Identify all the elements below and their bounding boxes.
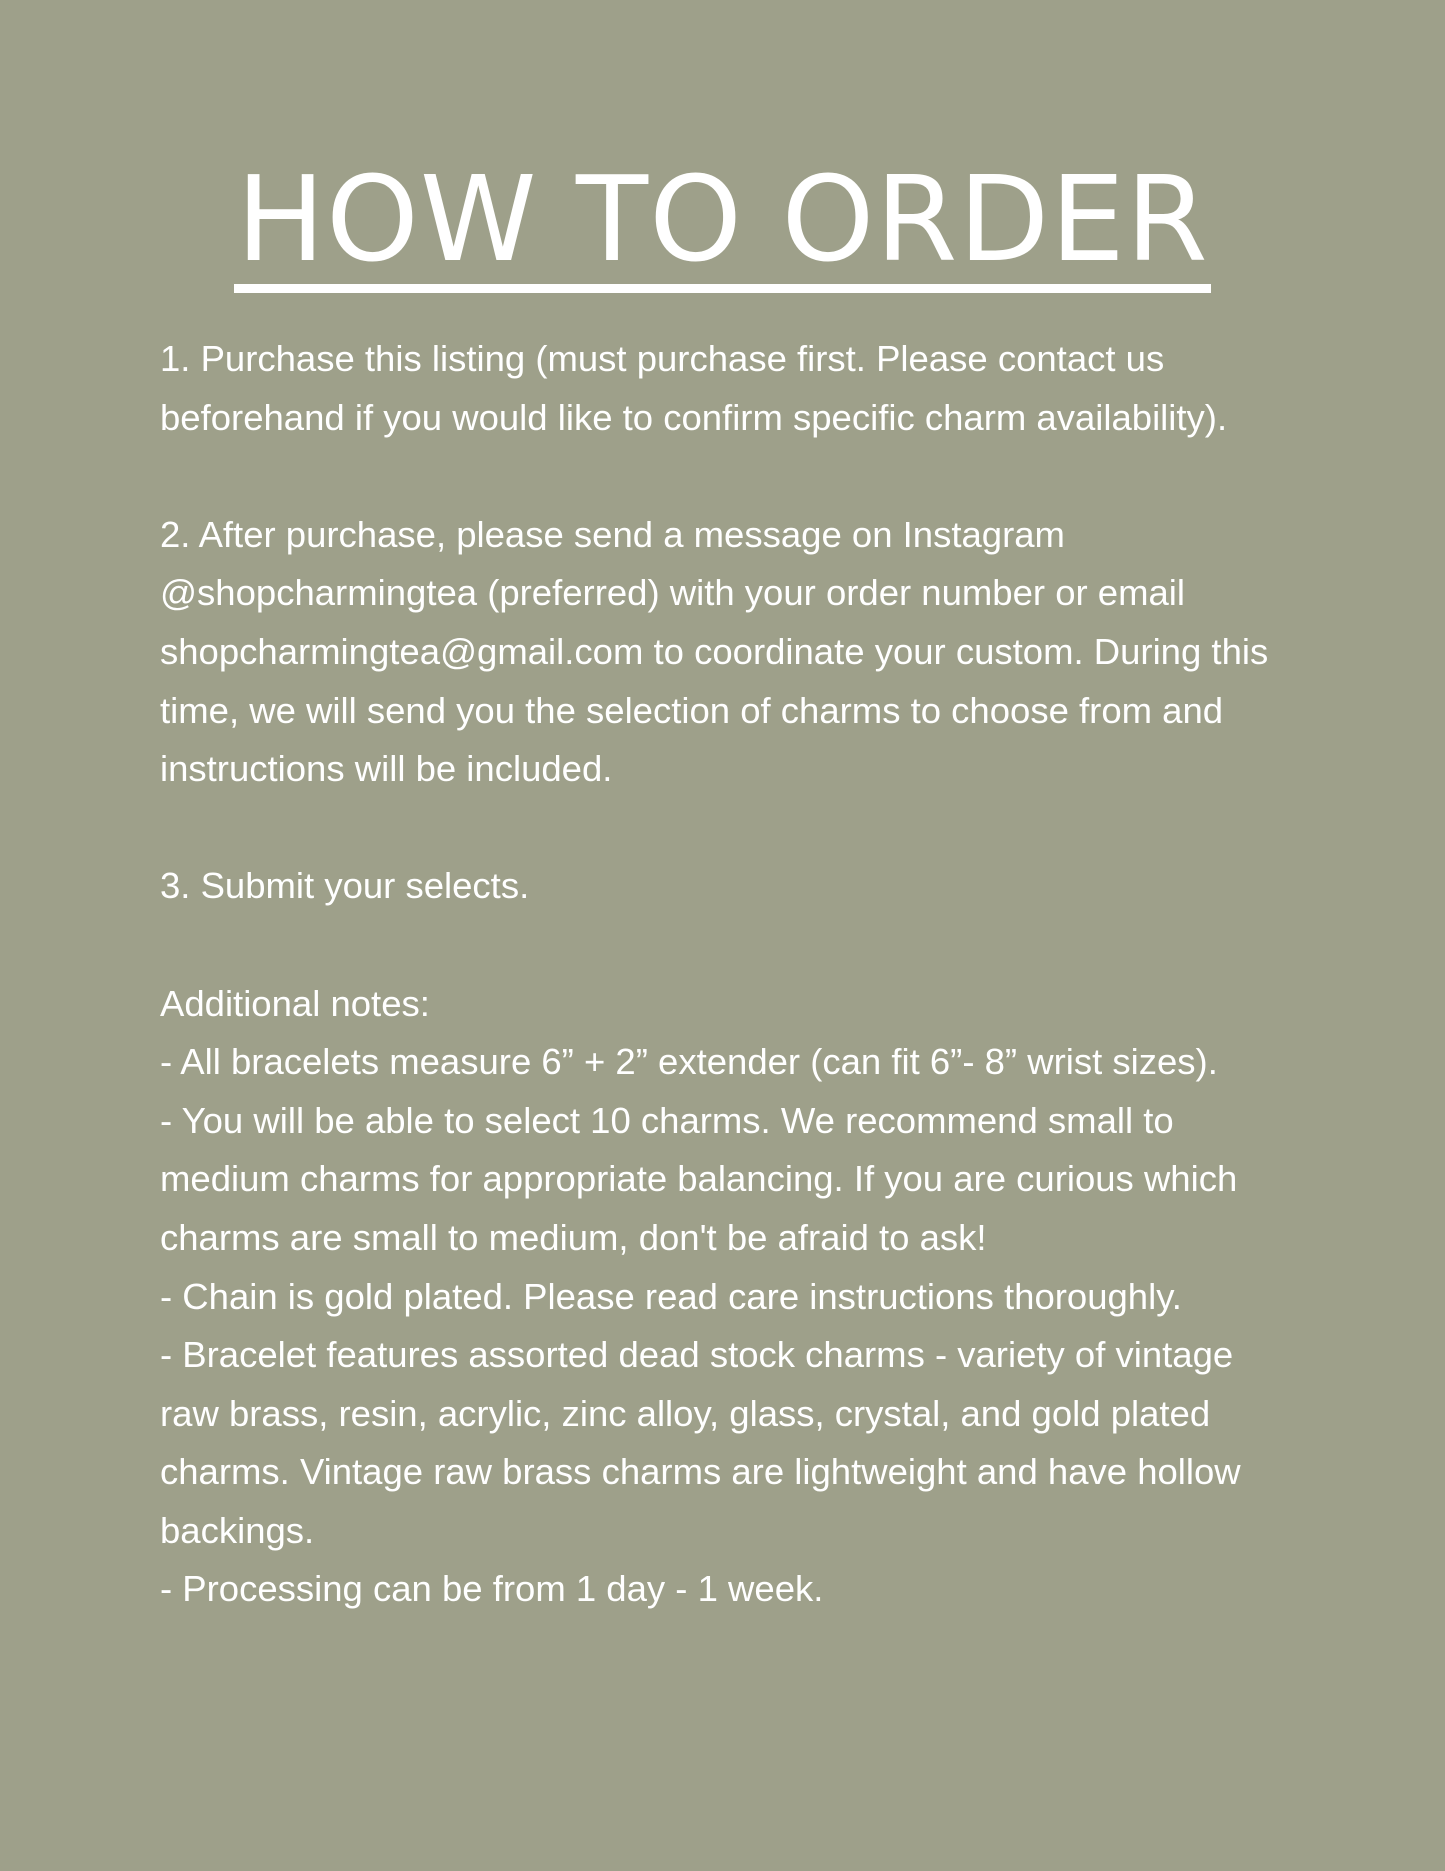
- step-1-text: 1. Purchase this listing (must purchase first. Please contact us beforehand if you would like to confirm specific charm availability).: [160, 338, 1228, 438]
- instructions-body: [160, 330, 1300, 1619]
- title-container: [0, 150, 1445, 293]
- step-3-text: 3. Submit your selects.: [160, 865, 530, 907]
- spacer: [160, 916, 1300, 975]
- spacer: [160, 799, 1300, 858]
- note-charm-materials: - Bracelet features assorted dead stock charms - variety of vintage raw brass, resin, acrylic, zinc alloy, glass, crystal, and gold plated charms. Vintage raw brass charms are lightweight and have hollow backings.: [160, 1334, 1241, 1551]
- note-chain-plating: - Chain is gold plated. Please read care instructions thoroughly.: [160, 1275, 1182, 1317]
- spacer: [160, 447, 1300, 506]
- note-bracelet-size: - All bracelets measure 6” + 2” extender (can fit 6”- 8” wrist sizes).: [160, 1041, 1218, 1083]
- step-2-text: 2. After purchase, please send a message on Instagram @shopcharmingtea (preferred) with your order number or email shopcharmingtea@gmail.com to coordinate your custom. During this time, we will send you the selection of charms to choose from and instructions will be included.: [160, 513, 1269, 790]
- page-title: HOW TO ORDER: [234, 160, 1211, 293]
- notes-heading: Additional notes:: [160, 982, 430, 1024]
- note-processing-time: - Processing can be from 1 day - 1 week.: [160, 1568, 824, 1610]
- note-charm-count: - You will be able to select 10 charms. We recommend small to medium charms for appropriate balancing. If you are curious which charms are small to medium, don't be afraid to ask!: [160, 1099, 1238, 1258]
